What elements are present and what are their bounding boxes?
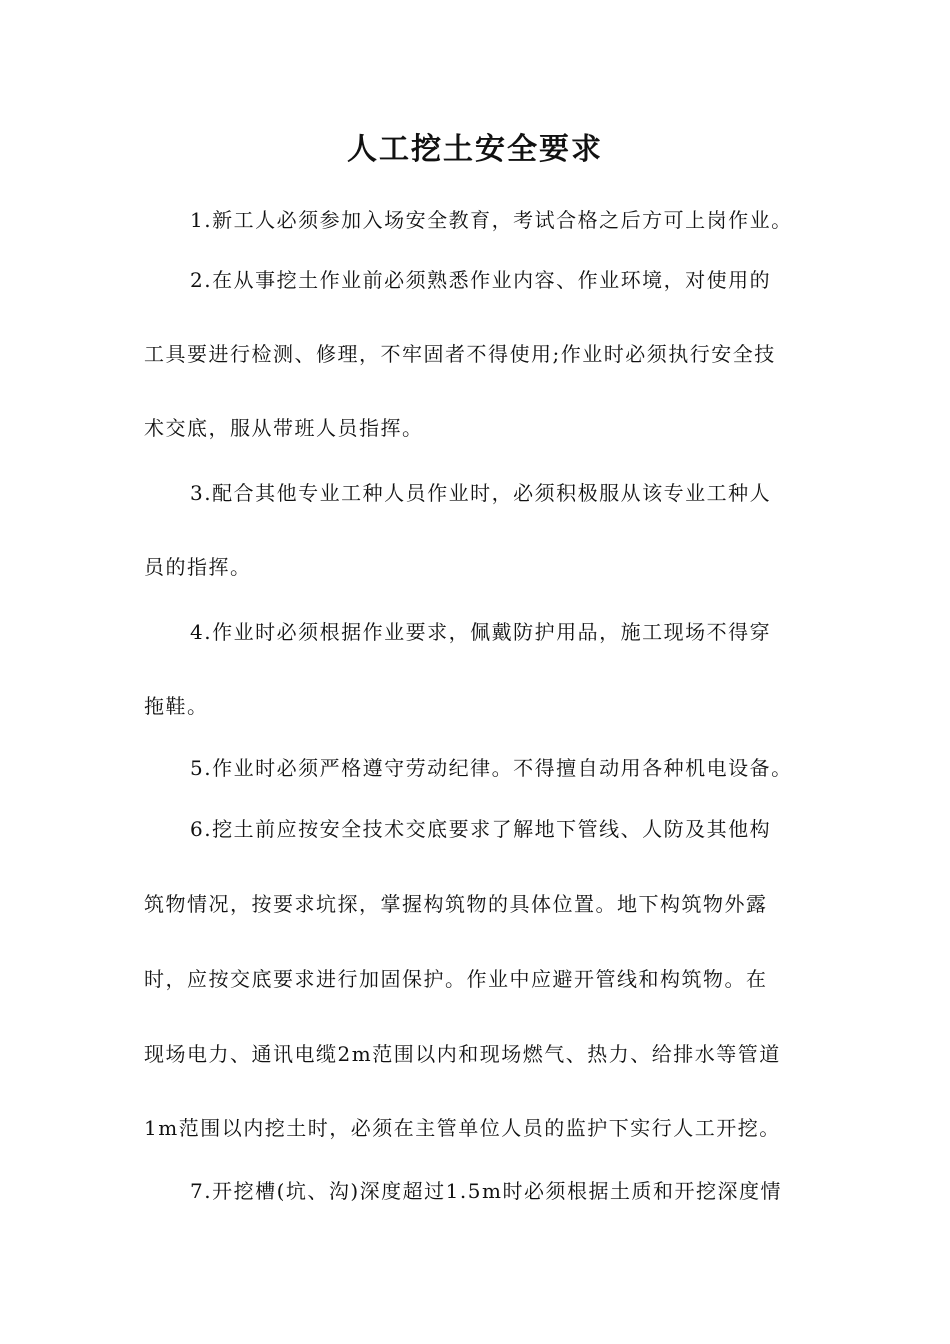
- document-title: 人工挖土安全要求: [347, 132, 603, 167]
- item-2-line-2: 工具要进行检测、修理，不牢固者不得使用;作业时必须执行安全技: [144, 342, 776, 366]
- item-6-line-1: 6.挖土前应按安全技术交底要求了解地下管线、人防及其他构: [190, 817, 772, 841]
- item-6-line-5: 1m范围以内挖土时，必须在主管单位人员的监护下实行人工开挖。: [144, 1116, 781, 1140]
- item-6-line-4: 现场电力、通讯电缆2m范围以内和现场燃气、热力、给排水等管道: [144, 1042, 781, 1066]
- item-2-line-3: 术交底，服从带班人员指挥。: [144, 416, 424, 440]
- item-4-line-2: 拖鞋。: [144, 694, 209, 718]
- item-6-line-3: 时，应按交底要求进行加固保护。作业中应避开管线和构筑物。在: [144, 967, 768, 991]
- item-3-line-2: 员的指挥。: [144, 555, 252, 579]
- item-4-line-1: 4.作业时必须根据作业要求，佩戴防护用品，施工现场不得穿: [190, 620, 772, 644]
- item-1-line-1: 1.新工人必须参加入场安全教育，考试合格之后方可上岗作业。: [190, 208, 793, 232]
- item-5-line-1: 5.作业时必须严格遵守劳动纪律。不得擅自动用各种机电设备。: [190, 756, 793, 780]
- item-3-line-1: 3.配合其他专业工种人员作业时，必须积极服从该专业工种人: [190, 481, 772, 505]
- item-6-line-2: 筑物情况，按要求坑探，掌握构筑物的具体位置。地下构筑物外露: [144, 892, 768, 916]
- item-7-line-1: 7.开挖槽(坑、沟)深度超过1.5m时必须根据土质和开挖深度情: [190, 1179, 782, 1203]
- item-2-line-1: 2.在从事挖土作业前必须熟悉作业内容、作业环境，对使用的: [190, 268, 772, 292]
